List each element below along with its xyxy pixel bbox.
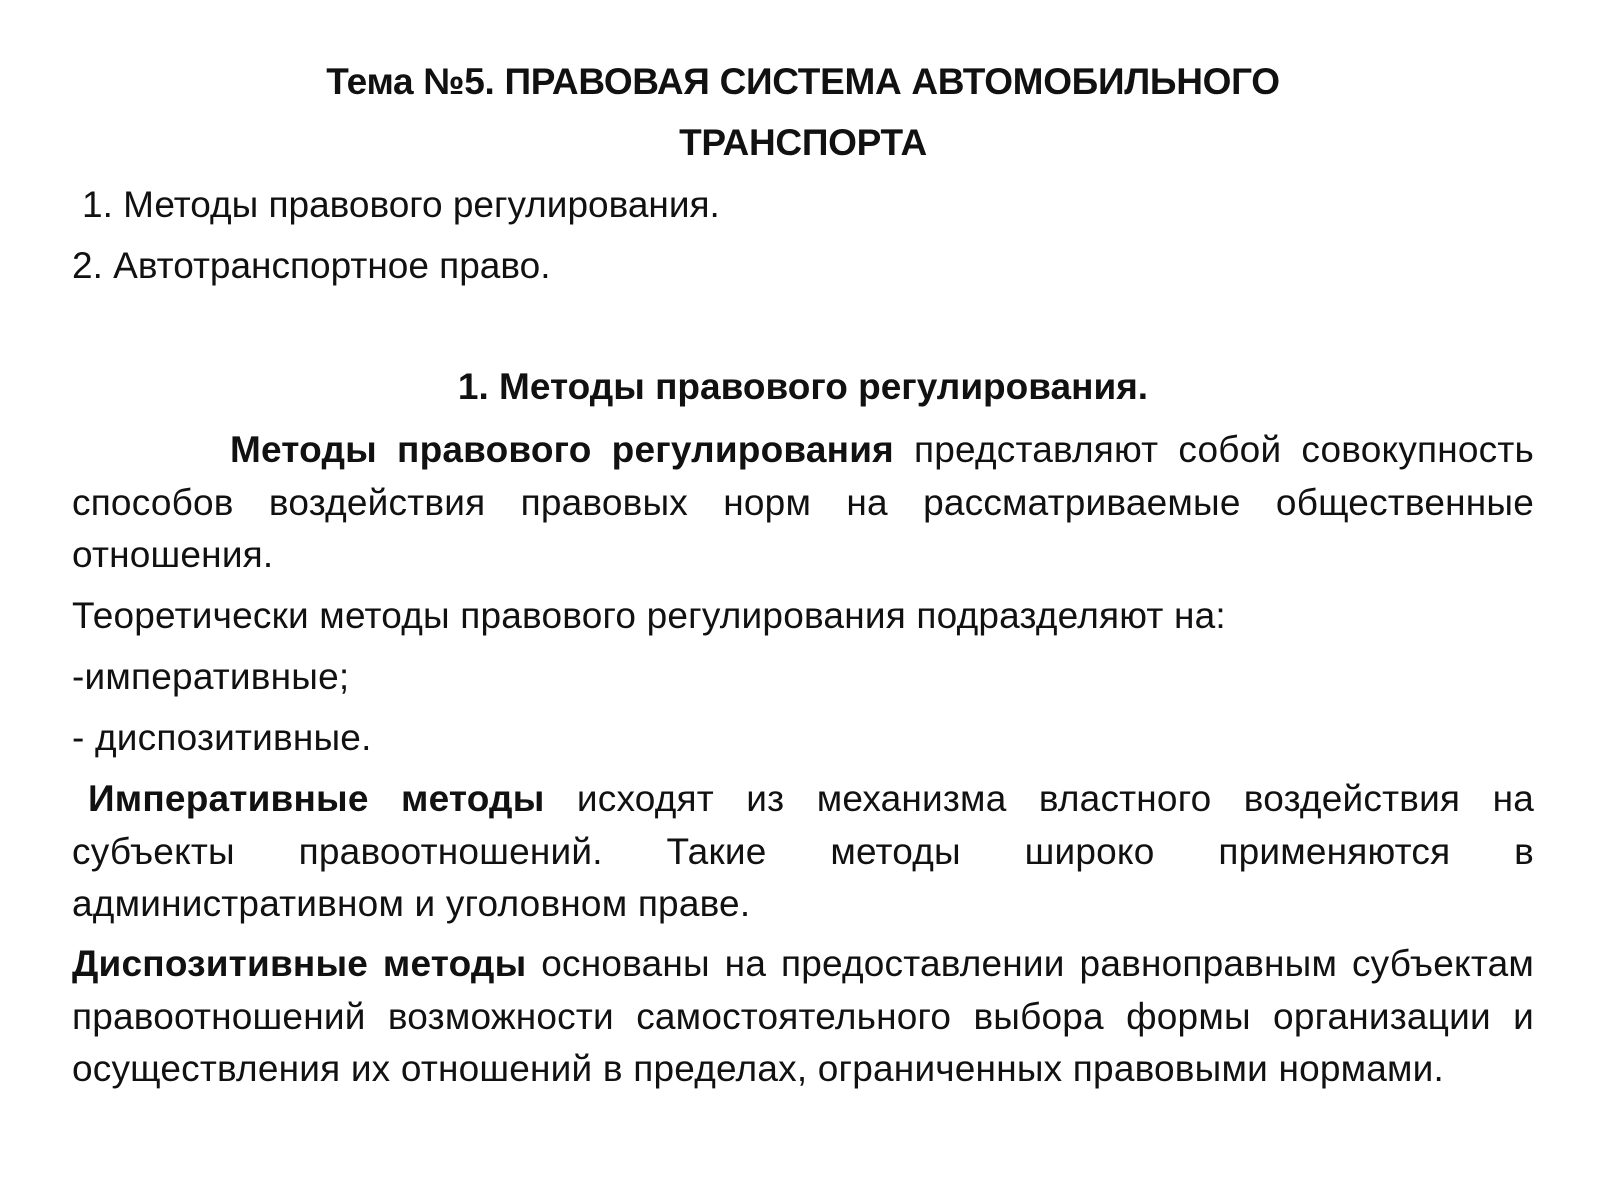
list-item-imperative	[72, 651, 1534, 704]
toc-item-1: 1. Методы правового регулирования.	[82, 184, 720, 225]
toc-item-2: 2. Автотранспортное право.	[72, 245, 551, 286]
paragraph-definition	[72, 424, 1534, 582]
term-dispositive: Диспозитивные методы	[72, 943, 527, 984]
paragraph-imperative-text: исходят из механизма властного воздействия на субъекты правоотношений. Такие методы широко применяются в административном и уголовном праве.	[72, 778, 1534, 924]
term-imperative: Императивные методы	[88, 778, 545, 819]
paragraph-classification-text: Теоретически методы правового регулирования подразделяют на:	[72, 595, 1226, 636]
document-page	[72, 0, 1534, 1200]
term-methods: Методы правового регулирования	[230, 429, 894, 470]
section-heading: 1. Методы правового регулирования.	[457, 366, 1149, 407]
list-item-dispositive	[72, 712, 1534, 765]
paragraph-imperative	[72, 773, 1534, 931]
document-title-line-2: ТРАНСПОРТА	[679, 122, 927, 163]
paragraph-classification	[72, 590, 1534, 643]
list-item-imperative-text: -императивные;	[72, 656, 350, 697]
list-item-dispositive-text: - диспозитивные.	[72, 717, 372, 758]
document-title-line-1: Тема №5. ПРАВОВАЯ СИСТЕМА АВТОМОБИЛЬНОГО	[326, 61, 1280, 102]
paragraph-dispositive-text: основаны на предоставлении равноправным субъектам правоотношений возможности самостоятельного выбора формы организации и осуществления их отношений в пределах, ограниченных правовыми нормами.	[72, 943, 1534, 1089]
paragraph-dispositive	[72, 938, 1534, 1096]
paragraph-definition-text: представляют собой совокупность способов воздействия правовых норм на рассматриваемые общественные отношения.	[72, 429, 1534, 575]
